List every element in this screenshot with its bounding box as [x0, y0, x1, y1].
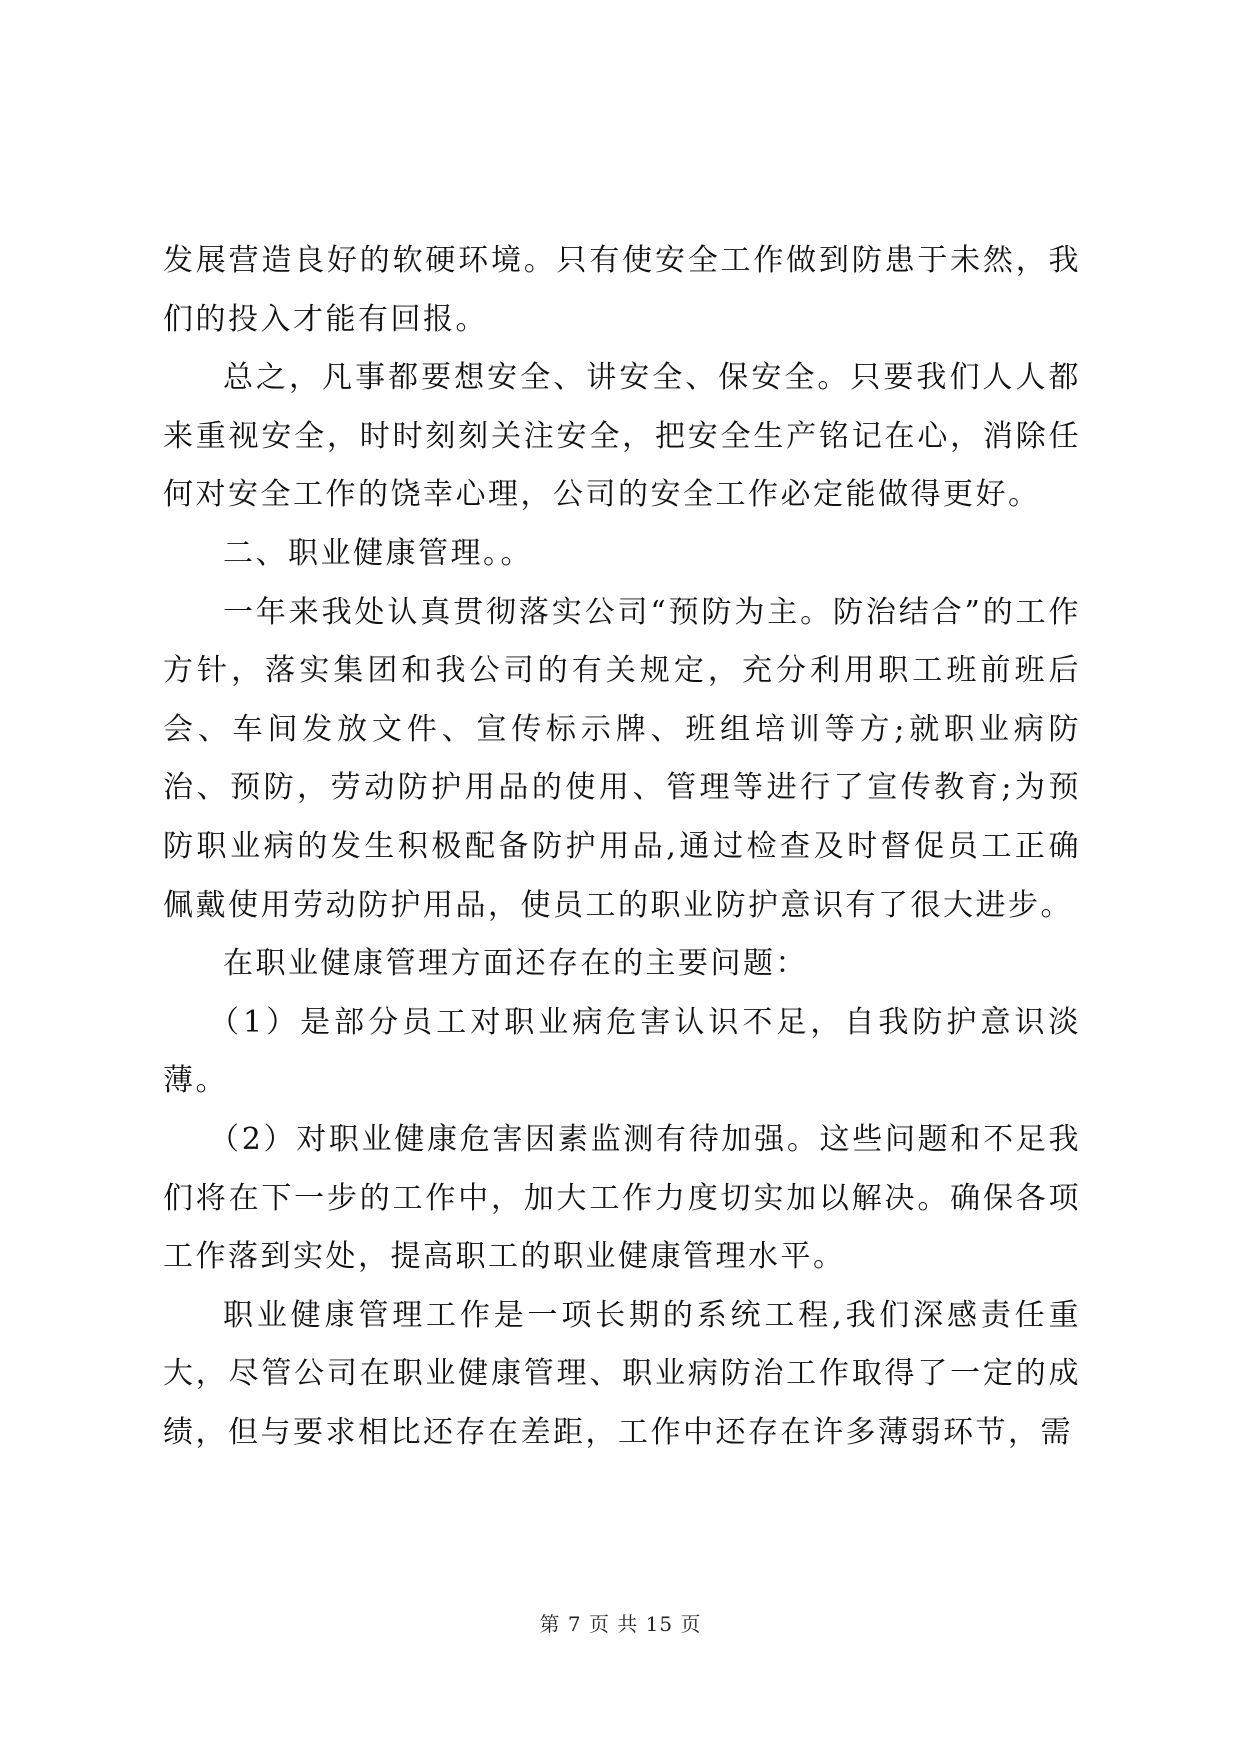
paragraph-summary: 总之，凡事都要想安全、讲安全、保安全。只要我们人人都来重视安全，时时刻刻关注安全，把安全生产铭记在心，消除任何对安全工作的饶幸心理，公司的安全工作必定能做得更好。 [163, 360, 1081, 513]
section-heading-occupational-health: 二、职业健康管理。。 [223, 535, 533, 571]
paragraph-continuation: 发展营造良好的软硬环境。只有使安全工作做到防患于未然，我们的投入才能有回报。 [163, 243, 1081, 337]
problem-item-2: （2）对职业健康危害因素监测有待加强。这些问题和不足我们将在下一步的工作中，加大工作力度切实加以解决。确保各项工作落到实处，提高职工的职业健康管理水平。 [163, 1121, 1081, 1275]
paragraph-problems-intro: 在职业健康管理方面还存在的主要问题： [223, 946, 808, 982]
paragraph-long-term: 职业健康管理工作是一项长期的系统工程,我们深感责任重大，尽管公司在职业健康管理、职业病防治工作取得了一定的成绩，但与要求相比还存在差距，工作中还存在许多薄弱环节，需 [163, 1297, 1081, 1450]
page-number-footer: 第 7 页 共 15 页 [539, 1612, 702, 1636]
paragraph-annual-work: 一年来我处认真贯彻落实公司“预防为主。防治结合”的工作方针，落实集团和我公司的有关规定，充分利用职工班前班后会、车间发放文件、宣传标示牌、班组培训等方;就职业病防治、预防，劳动防护用品的使用、管理等进行了宣传教育;为预防职业病的发生积极配备防护用品,通过检查及时督促员工正确佩戴使用劳动防护用品，使员工的职业防护意识有了很大进步。 [163, 594, 1081, 923]
document-body [163, 232, 1081, 1462]
problem-item-1: （1）是部分员工对职业病危害认识不足，自我防护意识淡薄。 [163, 1004, 1081, 1099]
